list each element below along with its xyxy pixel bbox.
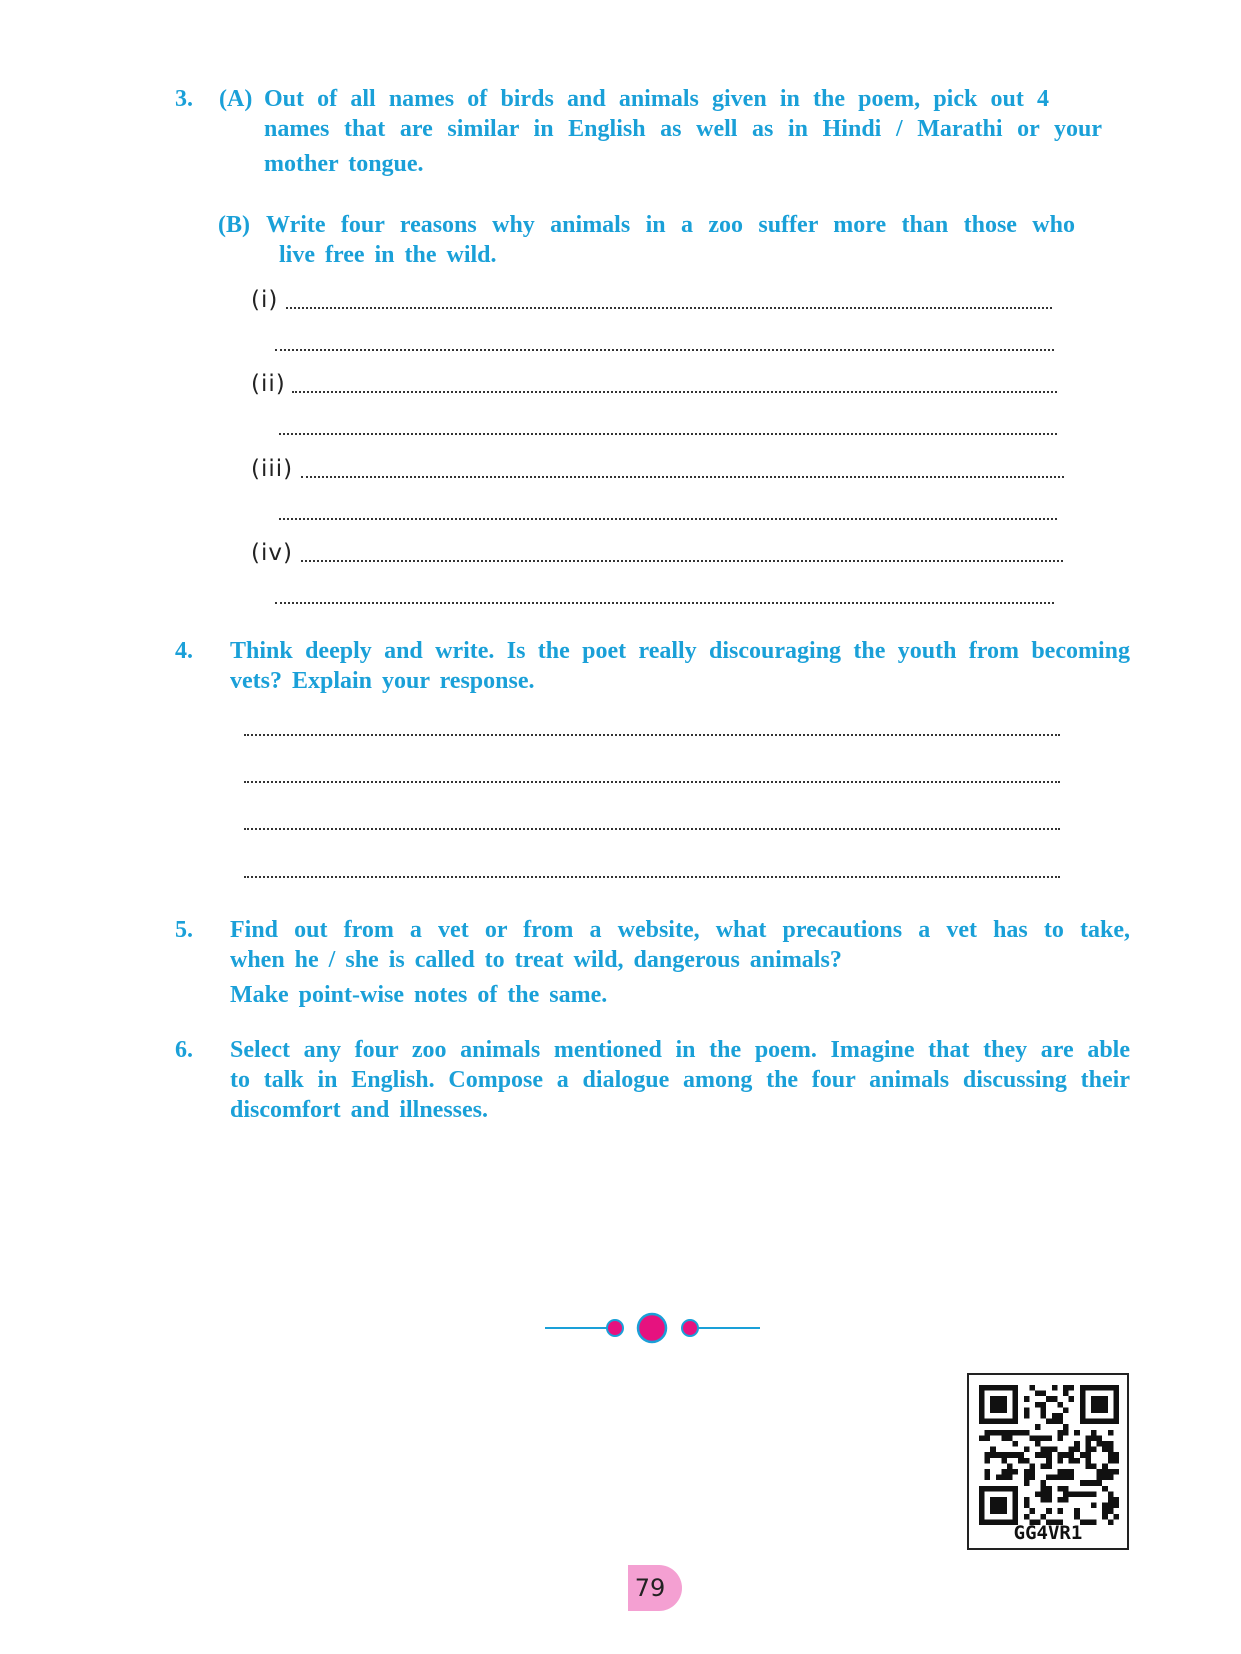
answer-item-label: (i) <box>251 287 279 313</box>
divider-ornament <box>545 1310 760 1346</box>
text-line: discomfort and illnesses. <box>230 1097 489 1123</box>
answer-line[interactable] <box>301 560 1063 562</box>
answer-line[interactable] <box>286 307 1052 309</box>
answer-line[interactable] <box>244 734 1060 736</box>
question-4 <box>175 636 1130 701</box>
question-6-text <box>230 1035 1130 1125</box>
text-line: when he / she is called to treat wild, dangerous animals? <box>230 947 842 973</box>
text-line: mother tongue. <box>264 151 424 177</box>
text-line: Select any four zoo animals mentioned in the poem. Imagine that they are able <box>230 1037 1130 1063</box>
question-6 <box>175 1035 1130 1130</box>
answer-line[interactable] <box>292 391 1057 393</box>
question-number: 4. <box>175 638 193 664</box>
text-line: vets? Explain your response. <box>230 668 535 694</box>
text-line: to talk in English. Compose a dialogue among the four animals discussing their <box>230 1067 1130 1093</box>
text-line: Write four reasons why animals in a zoo suffer more than those who <box>266 212 1075 238</box>
question-4-text <box>230 636 1130 696</box>
answer-item-label: (iii) <box>251 456 294 482</box>
answer-line[interactable] <box>244 781 1060 783</box>
page-number: 79 <box>634 1574 666 1602</box>
text-line: Make point-wise notes of the same. <box>230 982 608 1008</box>
answer-line[interactable] <box>244 876 1060 878</box>
answer-line[interactable] <box>244 828 1060 830</box>
question-5-text <box>230 915 1130 1010</box>
question-3b-text <box>266 210 1075 270</box>
answer-line[interactable] <box>275 349 1054 351</box>
question-number: 3. <box>175 86 193 112</box>
question-number: 5. <box>175 917 193 943</box>
question-3b <box>218 210 1078 275</box>
answer-item-label: (ii) <box>251 371 286 397</box>
text-line: Find out from a vet or from a website, what precautions a vet has to take, <box>230 917 1130 943</box>
question-number: 6. <box>175 1037 193 1063</box>
qr-code-box[interactable] <box>967 1373 1129 1550</box>
text-line: Out of all names of birds and animals given in the poem, pick out 4 <box>264 86 1049 112</box>
answer-item-label: (iv) <box>251 540 293 566</box>
answer-line[interactable] <box>279 518 1057 520</box>
question-5 <box>175 915 1130 1015</box>
text-line: live free in the wild. <box>279 242 497 268</box>
qr-code-icon <box>979 1385 1119 1525</box>
answer-line[interactable] <box>301 476 1064 478</box>
answer-line[interactable] <box>275 602 1054 604</box>
text-line: Think deeply and write. Is the poet really discouraging the youth from becoming <box>230 638 1130 664</box>
question-3a-label: (A) <box>219 86 253 112</box>
question-3a-text-cont <box>264 114 1102 179</box>
page-number-badge <box>628 1565 682 1611</box>
text-line: names that are similar in English as well as in Hindi / Marathi or your <box>264 116 1102 142</box>
answer-line[interactable] <box>279 433 1057 435</box>
qr-code-label: GG4VR1 <box>1013 1522 1083 1544</box>
question-3b-label: (B) <box>218 212 250 238</box>
question-3a-text <box>264 84 1049 114</box>
question-3 <box>175 84 1125 184</box>
